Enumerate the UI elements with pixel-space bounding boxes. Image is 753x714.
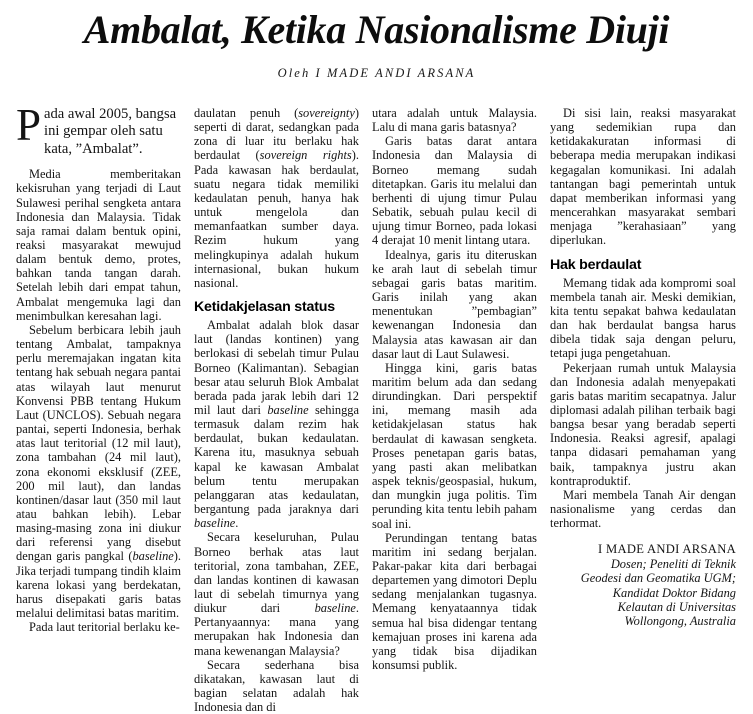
paragraph: Di sisi lain, reaksi masyarakat yang sedemikian rupa dan ketidakakuratan informasi di beberapa media merupakan indikasi kegagalan komunikasi. Ini adalah tantangan bagi pemerintah untuk dapat memberikan informasi yang mencerahkan masyarakat sembari menjaga ”kerahasiaan” yang diperlukan.: [550, 106, 736, 248]
paragraph: Mari membela Tanah Air dengan nasionalisme yang cerdas dan terhormat.: [550, 487, 736, 531]
author-affiliation-line-2: Geodesi dan Geomatika UGM;: [580, 571, 736, 586]
paragraph: [194, 318, 359, 530]
paragraph-term-baseline: baseline: [267, 402, 309, 417]
author-affiliation-line-3: Kandidat Doktor Bidang: [612, 585, 736, 600]
newspaper-article-page: [0, 7, 753, 714]
paragraph: Hingga kini, garis batas maritim belum ada dan sedang dirundingkan. Dari perspektif ini, memang masih ada ketidakjelasan status hak berdaulat di kawasan sengketa. Proses penetapan garis batas, yang pasti akan melibatkan aspek teknis/geospasial, hukum, dan mungkin juga politis. Tim perunding kita tentu lebih paham soal ini.: [372, 360, 537, 531]
paragraph-term-baseline: baseline: [314, 601, 356, 616]
paragraph: Memang tidak ada kompromi soal membela tanah air. Meski demikian, kita tentu sepakat bahwa kedaulatan dan hak berdaulat bangsa harus dibela tidak saja dengan peluru, tetapi juga pengetahuan.: [550, 275, 736, 361]
paragraph: Media memberitakan kekisruhan yang terjadi di Laut Sulawesi perihal sengketa antara Indonesia dan Malaysia. Tidak saja ramai dalam bentuk opini, reaksi masyarakat mewujud dalam bentuk demo, protes, bahkan tanda tangan darah. Setelah lebih dari empat tahun, Ambalat mengemuka lagi dan menimbulkan keresahan lagi.: [16, 167, 181, 323]
paragraph-text-a: Ambalat adalah blok dasar laut (landas kontinen) yang berlokasi di sebelah timur Pulau Borneo (Kalimantan). Sebagian besar atau seluruh Blok Ambalat berada pada jarak lebih dari 12 mil laut dari: [194, 318, 359, 417]
paragraph: Garis batas darat antara Indonesia dan Malaysia di Borneo memang sudah ditetapkan. Garis itu melalui dan berhenti di ujung timur Pulau Sebatik, sebuah pulau kecil di ujung timur Borneo, pada lokasi 4 derajat 10 menit lintang utara.: [372, 134, 537, 248]
paragraph: [16, 323, 181, 620]
paragraph: [194, 106, 359, 290]
paragraph: Perundingan tentang batas maritim ini sedang berjalan. Pakar-pakar kita dari berbagai departemen yang dimotori Deplu sedang menjalankan tugasnya. Memang kenyataannya tidak semua hal bisa didengar tentang kemajuan proses ini karena ada yang tidak bisa dijadikan konsumsi publik.: [372, 530, 537, 673]
paragraph: [194, 530, 359, 657]
paragraph-term-baseline-2: baseline: [194, 516, 236, 531]
subheading-ketidakjelasan-status: Ketidakjelasan status: [194, 299, 335, 316]
paragraph: Idealnya, garis itu diteruskan ke arah laut di sebelah timur sebagai garis batas maritim. Garis inilah yang akan menentukan ”pembagian” kewenangan Indonesia dan Malaysia atas kawasan air dan dasar laut di Laut Sulawesi.: [372, 247, 537, 361]
article-column-1: [16, 100, 194, 646]
paragraph-text-a: daulatan penuh (: [194, 106, 299, 120]
paragraph-text-b: ) seperti di darat, sedangkan pada zona di luar itu berlaku hak berdaulat (: [194, 106, 359, 163]
article-column-3: [372, 106, 550, 673]
article-column-2: [194, 106, 372, 714]
subheading-hak-berdaulat: Hak berdaulat: [550, 256, 642, 273]
article-byline-top: Oleh I MADE ANDI ARSANA: [277, 66, 476, 80]
paragraph: utara adalah untuk Malaysia. Lalu di mana garis batasnya?: [372, 106, 537, 135]
paragraph-term-sovereignty: sovereignty: [298, 106, 355, 120]
paragraph: Pekerjaan rumah untuk Malaysia dan Indonesia adalah menyepakati garis batas maritim secapatnya. Jalur diplomasi adalah pilihan terbaik bagi bangsa besar yang beradab seperti Indonesia. Reaksi agresif, apalagi tanpa didasari pemahaman yang baik, tampaknya justru akan kontraproduktif.: [550, 360, 736, 488]
paragraph-text-a: Secara keseluruhan, Pulau Borneo berhak atas laut teritorial, zona tambahan, ZEE, dan landas kontinen di kawasan laut di sebelah timurnya yang diukur dari: [194, 530, 359, 616]
article-column-4: [550, 106, 736, 646]
author-signature-block: [550, 542, 736, 628]
paragraph-term-baseline: baseline: [132, 549, 174, 564]
article-headline: Ambalat, Ketika Nasionalisme Diuji: [83, 7, 670, 52]
paragraph-text-b: . Pertanyaannya: mana yang merupakan hak Indonesia dan mana kewenangan Malaysia?: [194, 601, 359, 658]
paragraph-text-a: Sebelum berbicara lebih jauh tentang Ambalat, tampaknya perlu meremajakan ingatan kita tentang hak sebuah negara pantai atas wilayah laut menurut Konvensi PBB tentang Hukum Laut (UNCLOS). Sebuah negara pantai, seperti Indonesia, berhak atas laut teritorial (12 mil laut), zona tambahan (24 mil laut), zona ekonomi eksklusif (ZEE, 200 mil laut), dan landas kontinen/dasar laut (350 mil laut atau bahkan lebih). Lebar masing-masing zona ini diukur dari referensi yang disebut dengan garis pangkal (: [16, 322, 181, 564]
author-affiliation-line-5: Wollongong, Australia: [624, 614, 736, 629]
paragraph-text-b: ). Jika terjadi tumpang tindih klaim karena lokasi yang berdekatan, harus disepakati garis batas melalui delimitasi batas maritim.: [16, 549, 181, 621]
author-affiliation-line-1: Dosen; Peneliti di Teknik: [610, 556, 736, 571]
paragraph-text-b: sehingga termasuk dalam rezim hak berdaulat, bukan kedaulatan. Karena itu, masuknya sebuah kapal ke kawasan Ambalat belum tentu merupakan pelanggaran atas kedaulatan, bergantung pada jaraknya dari: [194, 402, 359, 517]
paragraph-term-sovereign-rights: sovereign rights: [259, 148, 352, 163]
author-name: I MADE ANDI ARSANA: [598, 542, 736, 557]
author-affiliation-line-4: Kelautan di Universitas: [617, 600, 736, 614]
paragraph: Pada laut teritorial berlaku ke-: [29, 620, 180, 635]
drop-cap: P: [16, 100, 42, 150]
lead-paragraph: [16, 100, 181, 158]
article-body-columns: [16, 100, 741, 714]
paragraph-text-c: ). Pada kawasan hak berdaulat, suatu negara tidak memiliki kedaulatan penuh, hanya hak untuk mengelola dan memanfaatkan sumber daya. Rezim hukum yang melingkupinya adalah hukum internasional, bukan hukum nasional.: [194, 148, 359, 290]
paragraph: Secara sederhana bisa dikatakan, kawasan laut di bagian selatan adalah hak Indonesia dan di: [194, 657, 359, 714]
lead-paragraph-text: ada awal 2005, bangsa ini gempar oleh satu kata, ”Ambalat”.: [44, 106, 177, 157]
paragraph-text-c: .: [235, 516, 239, 531]
